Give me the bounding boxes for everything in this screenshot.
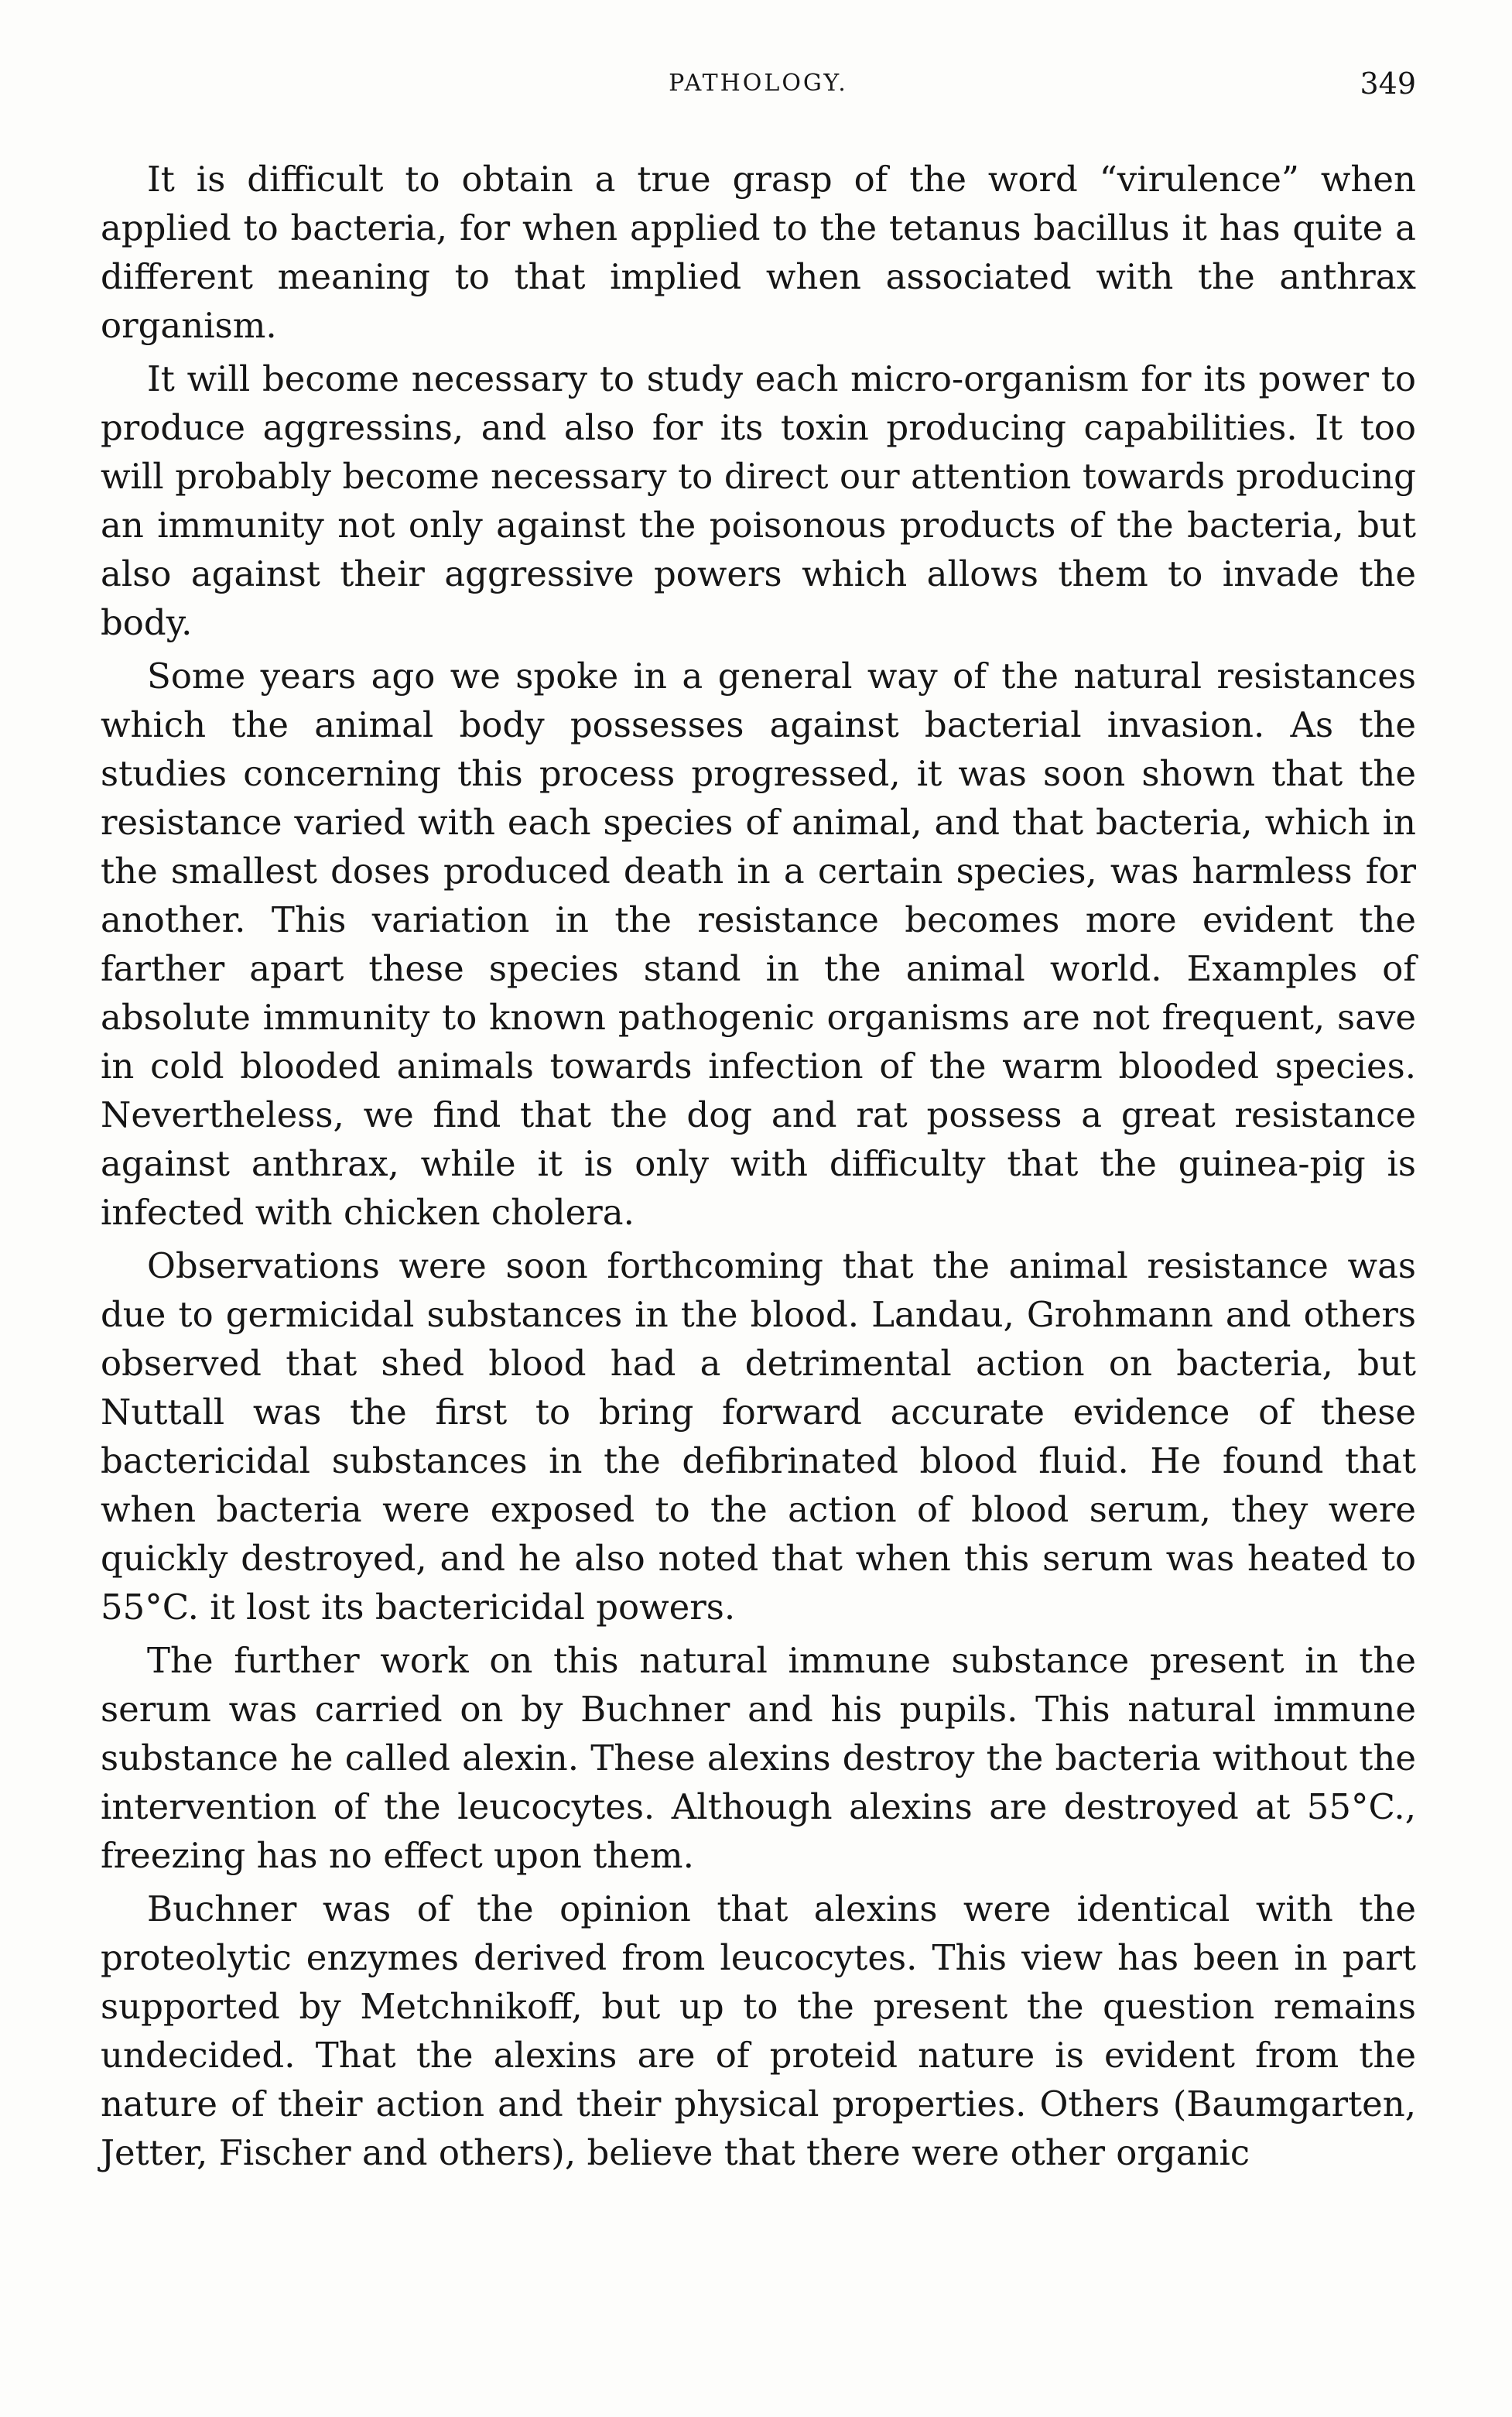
paragraph-alexin: The further work on this natural immune substance present in the serum was carried on by Buchner and his pupils. This natural immune substance he called alexin. These alexins destroy the bacteria without the intervention of the leucocytes. Although alexins are destroyed at 55°C., freezing has no effect upon them. <box>101 1640 1416 1876</box>
paragraph-buchner-opinion: Buchner was of the opinion that alexins were identical with the proteolytic enzymes derived from leucocytes. This view has been in part supported by Metchnikoff, but up to the present the question remains undecided. That the alexins are of proteid nature is evident from the nature of their action and their physical properties. Others (Baumgarten, Jetter, Fischer and others), believe that there were other organic <box>101 1888 1416 2173</box>
running-head <box>101 67 1416 116</box>
paragraph-germicidal-substances: Observations were soon forthcoming that the animal resistance was due to germicidal substances in the blood. Landau, Grohmann and others observed that shed blood had a detrimental action on bacteria, but Nuttall was the first to bring forward accurate evidence of these bactericidal substances in the defibrinated blood fluid. He found that when bacteria were exposed to the action of blood serum, they were quickly destroyed, and he also noted that when this serum was heated to 55°C. it lost its bactericidal powers. <box>101 1245 1416 1628</box>
body-text <box>101 155 1416 2182</box>
paragraph-aggressins: It will become necessary to study each micro-organism for its power to produce aggressins, and also for its toxin producing capabilities. It too will probably become necessary to direct our attention towards producing an immunity not only against the poisonous products of the bacteria, but also against their aggressive powers which allows them to invade the body. <box>101 358 1416 643</box>
paragraph-virulence: It is difficult to obtain a true grasp of the word “virulence” when applied to bacteria, for when applied to the tetanus bacillus it has quite a different meaning to that implied when associated with the anthrax organism. <box>101 159 1416 346</box>
page-number: 349 <box>1360 67 1416 101</box>
paragraph-natural-resistance: Some years ago we spoke in a general way of the natural resistances which the animal body possesses against bacterial invasion. As the studies concerning this process progressed, it was soon shown that the resistance varied with each species of animal, and that bacteria, which in the smallest doses produced death in a certain species, was harmless for another. This variation in the resistance becomes more evident the farther apart these species stand in the animal world. Examples of absolute immunity to known pathogenic organisms are not frequent, save in cold blooded animals towards infection of the warm blooded species. Nevertheless, we find that the dog and rat possess a great resistance against anthrax, while it is only with difficulty that the guinea-pig is infected with chicken cholera. <box>101 656 1416 1233</box>
running-title: PATHOLOGY. <box>669 70 848 97</box>
